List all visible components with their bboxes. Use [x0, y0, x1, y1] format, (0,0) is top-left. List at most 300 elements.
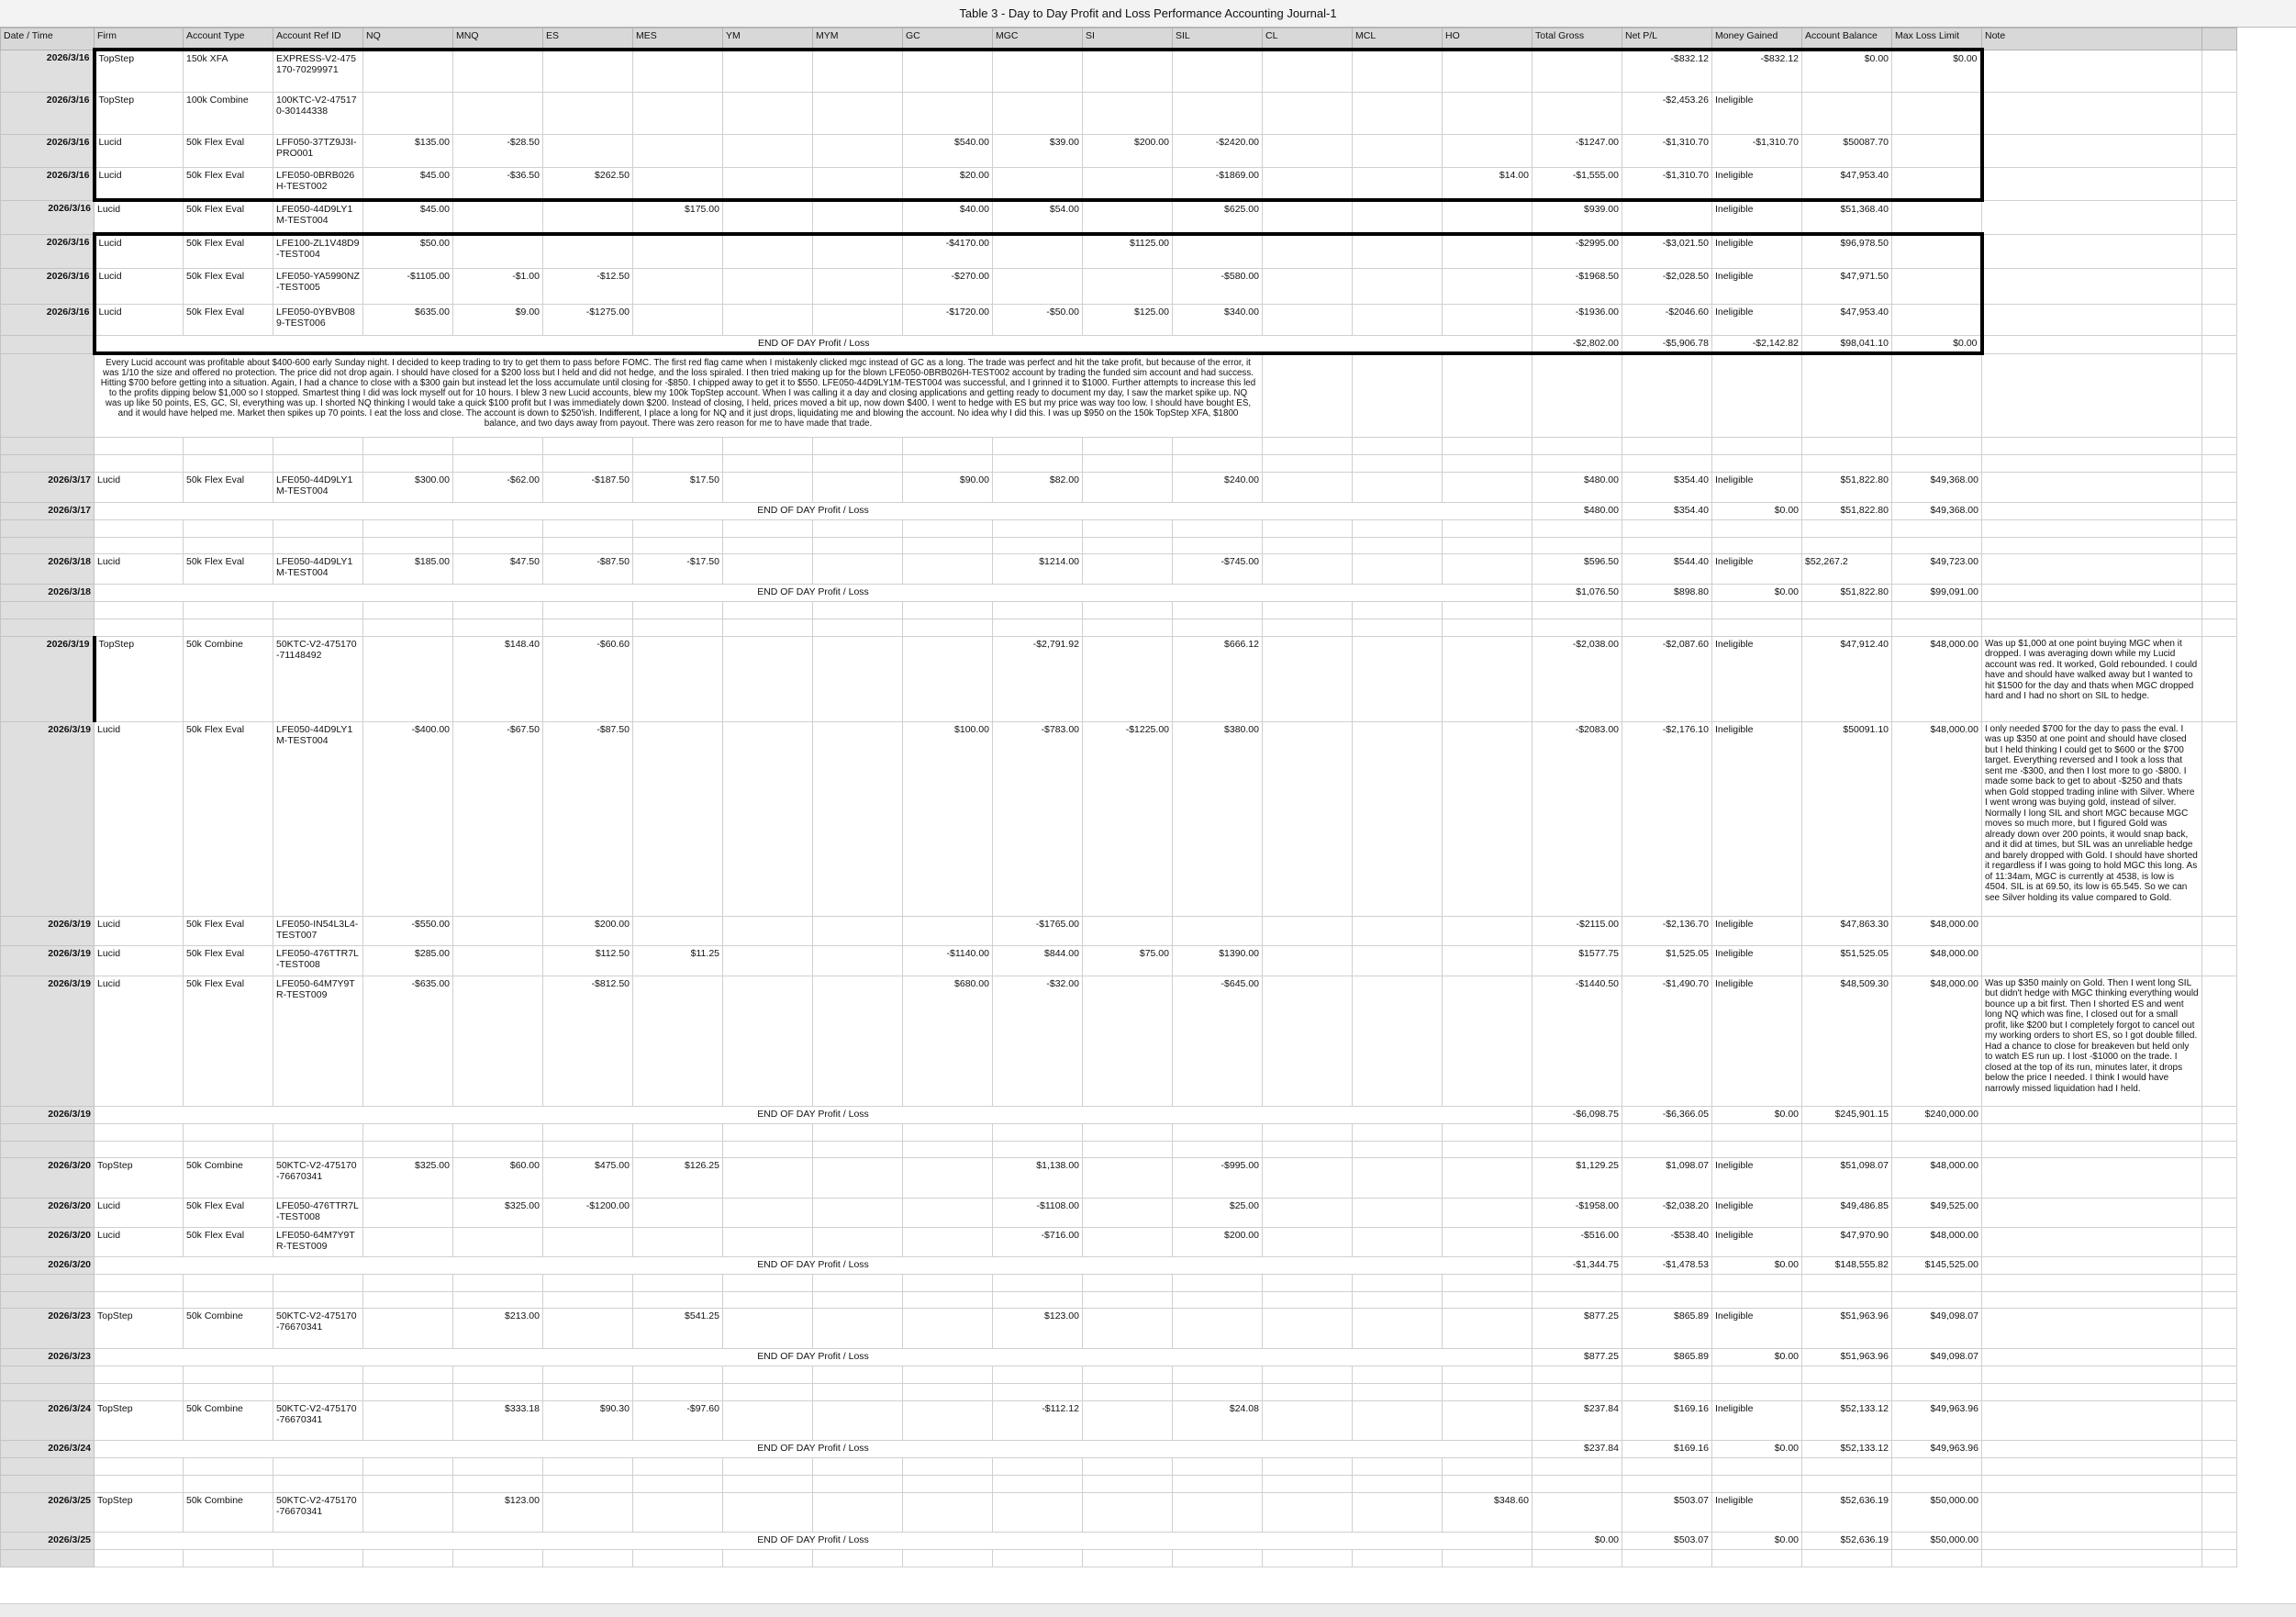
firm-cell[interactable]: Lucid — [95, 1227, 184, 1256]
mcl-cell[interactable] — [1353, 454, 1443, 472]
firm-cell[interactable]: Lucid — [95, 200, 184, 234]
blank-cell[interactable] — [2202, 304, 2237, 335]
total-gross-cell[interactable]: -$2995.00 — [1533, 234, 1622, 268]
sil-cell[interactable]: $24.08 — [1173, 1400, 1263, 1440]
note-cell[interactable] — [1982, 1366, 2202, 1383]
sil-cell[interactable] — [1173, 619, 1263, 636]
mym-cell[interactable] — [813, 134, 903, 167]
total-gross-cell[interactable]: -$2083.00 — [1533, 721, 1622, 916]
note-cell[interactable] — [1982, 167, 2202, 200]
account-ref-cell[interactable]: LFE050-IN54L3L4-TEST007 — [273, 916, 363, 945]
eod-label[interactable]: END OF DAY Profit / Loss — [95, 1440, 1533, 1457]
ym-cell[interactable] — [723, 1123, 813, 1141]
max-loss-limit-cell[interactable]: $240,000.00 — [1892, 1106, 1982, 1123]
max-loss-limit-cell[interactable] — [1892, 1141, 1982, 1157]
mnq-cell[interactable]: -$28.50 — [453, 134, 543, 167]
net-p-l-cell[interactable] — [1622, 1291, 1712, 1308]
net-p-l-cell[interactable]: -$832.12 — [1622, 50, 1712, 92]
nq-cell[interactable] — [363, 619, 453, 636]
note-cell[interactable] — [1982, 519, 2202, 537]
sil-cell[interactable]: $25.00 — [1173, 1198, 1263, 1227]
mnq-cell[interactable] — [453, 92, 543, 134]
max-loss-limit-cell[interactable] — [1892, 200, 1982, 234]
nq-cell[interactable] — [363, 92, 453, 134]
total-gross-cell[interactable]: -$1,344.75 — [1533, 1256, 1622, 1274]
total-gross-cell[interactable]: -$516.00 — [1533, 1227, 1622, 1256]
cl-cell[interactable] — [1263, 304, 1353, 335]
ym-cell[interactable] — [723, 636, 813, 721]
gc-cell[interactable]: $540.00 — [903, 134, 993, 167]
firm-cell[interactable] — [95, 1291, 184, 1308]
es-cell[interactable] — [543, 1274, 633, 1291]
cl-cell[interactable] — [1263, 1308, 1353, 1348]
account-balance-cell[interactable]: $50087.70 — [1802, 134, 1892, 167]
blank-cell[interactable] — [2202, 1492, 2237, 1532]
es-cell[interactable] — [543, 1475, 633, 1492]
ho-cell[interactable] — [1443, 1157, 1533, 1198]
cl-cell[interactable] — [1263, 1274, 1353, 1291]
mes-cell[interactable] — [633, 167, 723, 200]
si-cell[interactable] — [1083, 1123, 1173, 1141]
total-gross-cell[interactable]: -$1968.50 — [1533, 268, 1622, 304]
sil-cell[interactable] — [1173, 601, 1263, 619]
mgc-cell[interactable] — [993, 1291, 1083, 1308]
net-p-l-cell[interactable]: -$5,906.78 — [1622, 335, 1712, 353]
es-cell[interactable] — [543, 50, 633, 92]
max-loss-limit-cell[interactable]: $49,098.07 — [1892, 1348, 1982, 1366]
mes-cell[interactable]: $17.50 — [633, 472, 723, 502]
mes-cell[interactable] — [633, 304, 723, 335]
mes-cell[interactable] — [633, 1227, 723, 1256]
blank-cell[interactable] — [2202, 601, 2237, 619]
account-ref-cell[interactable]: LFE100-ZL1V48D9-TEST004 — [273, 234, 363, 268]
sil-cell[interactable]: -$745.00 — [1173, 553, 1263, 584]
mgc-cell[interactable]: $54.00 — [993, 200, 1083, 234]
total-gross-cell[interactable] — [1533, 437, 1622, 454]
gc-cell[interactable] — [903, 1549, 993, 1567]
header-es[interactable]: ES — [543, 28, 633, 50]
note-cell[interactable] — [1982, 1256, 2202, 1274]
total-gross-cell[interactable]: $1577.75 — [1533, 945, 1622, 976]
gc-cell[interactable]: $100.00 — [903, 721, 993, 916]
gc-cell[interactable] — [903, 1457, 993, 1475]
firm-cell[interactable]: Lucid — [95, 167, 184, 200]
account-type-cell[interactable] — [184, 437, 273, 454]
net-p-l-cell[interactable]: -$6,366.05 — [1622, 1106, 1712, 1123]
max-loss-limit-cell[interactable] — [1892, 1291, 1982, 1308]
mes-cell[interactable] — [633, 1492, 723, 1532]
si-cell[interactable] — [1083, 1274, 1173, 1291]
ym-cell[interactable] — [723, 1157, 813, 1198]
account-type-cell[interactable]: 50k Flex Eval — [184, 472, 273, 502]
mes-cell[interactable]: $175.00 — [633, 200, 723, 234]
max-loss-limit-cell[interactable] — [1892, 1274, 1982, 1291]
account-balance-cell[interactable]: $51,963.96 — [1802, 1348, 1892, 1366]
account-balance-cell[interactable]: $51,098.07 — [1802, 1157, 1892, 1198]
firm-cell[interactable]: Lucid — [95, 134, 184, 167]
mnq-cell[interactable]: $9.00 — [453, 304, 543, 335]
note-cell[interactable] — [1982, 1123, 2202, 1141]
date-cell[interactable]: 2026/3/20 — [1, 1256, 95, 1274]
date-cell[interactable] — [1, 1549, 95, 1567]
empty-cell[interactable] — [1622, 353, 1712, 437]
si-cell[interactable] — [1083, 1157, 1173, 1198]
note-cell[interactable] — [1982, 1475, 2202, 1492]
gc-cell[interactable] — [903, 92, 993, 134]
mgc-cell[interactable] — [993, 92, 1083, 134]
mcl-cell[interactable] — [1353, 1383, 1443, 1400]
blank-cell[interactable] — [2202, 584, 2237, 601]
ho-cell[interactable] — [1443, 1227, 1533, 1256]
mcl-cell[interactable] — [1353, 1198, 1443, 1227]
gc-cell[interactable]: -$1720.00 — [903, 304, 993, 335]
mcl-cell[interactable] — [1353, 1366, 1443, 1383]
note-cell[interactable] — [1982, 584, 2202, 601]
mgc-cell[interactable] — [993, 601, 1083, 619]
ho-cell[interactable] — [1443, 721, 1533, 916]
ym-cell[interactable] — [723, 50, 813, 92]
cl-cell[interactable] — [1263, 636, 1353, 721]
eod-label[interactable]: END OF DAY Profit / Loss — [95, 1348, 1533, 1366]
max-loss-limit-cell[interactable]: $48,000.00 — [1892, 916, 1982, 945]
sil-cell[interactable] — [1173, 50, 1263, 92]
gc-cell[interactable] — [903, 1308, 993, 1348]
money-gained-cell[interactable] — [1712, 1274, 1802, 1291]
note-cell[interactable] — [1982, 1383, 2202, 1400]
mym-cell[interactable] — [813, 92, 903, 134]
firm-cell[interactable]: TopStep — [95, 1157, 184, 1198]
mcl-cell[interactable] — [1353, 945, 1443, 976]
ym-cell[interactable] — [723, 619, 813, 636]
net-p-l-cell[interactable]: -$2,087.60 — [1622, 636, 1712, 721]
total-gross-cell[interactable]: $1,076.50 — [1533, 584, 1622, 601]
ho-cell[interactable] — [1443, 454, 1533, 472]
account-ref-cell[interactable]: LFE050-44D9LY1M-TEST004 — [273, 553, 363, 584]
date-cell[interactable]: 2026/3/25 — [1, 1492, 95, 1532]
account-ref-cell[interactable] — [273, 601, 363, 619]
si-cell[interactable] — [1083, 1475, 1173, 1492]
total-gross-cell[interactable]: $480.00 — [1533, 502, 1622, 519]
nq-cell[interactable] — [363, 1291, 453, 1308]
si-cell[interactable] — [1083, 1383, 1173, 1400]
nq-cell[interactable] — [363, 437, 453, 454]
header-firm[interactable]: Firm — [95, 28, 184, 50]
account-type-cell[interactable]: 50k Combine — [184, 1492, 273, 1532]
blank-cell[interactable] — [2202, 268, 2237, 304]
mes-cell[interactable] — [633, 537, 723, 553]
es-cell[interactable] — [543, 1141, 633, 1157]
max-loss-limit-cell[interactable]: $48,000.00 — [1892, 945, 1982, 976]
mgc-cell[interactable] — [993, 454, 1083, 472]
total-gross-cell[interactable] — [1533, 1123, 1622, 1141]
si-cell[interactable] — [1083, 519, 1173, 537]
sil-cell[interactable] — [1173, 1475, 1263, 1492]
account-ref-cell[interactable] — [273, 1274, 363, 1291]
nq-cell[interactable] — [363, 1274, 453, 1291]
firm-cell[interactable] — [95, 1141, 184, 1157]
gc-cell[interactable] — [903, 619, 993, 636]
mym-cell[interactable] — [813, 519, 903, 537]
mnq-cell[interactable] — [453, 50, 543, 92]
firm-cell[interactable]: TopStep — [95, 1308, 184, 1348]
mym-cell[interactable] — [813, 1383, 903, 1400]
si-cell[interactable] — [1083, 268, 1173, 304]
blank-cell[interactable] — [2202, 519, 2237, 537]
mgc-cell[interactable] — [993, 437, 1083, 454]
mes-cell[interactable] — [633, 437, 723, 454]
mnq-cell[interactable]: $333.18 — [453, 1400, 543, 1440]
net-p-l-cell[interactable] — [1622, 1457, 1712, 1475]
account-ref-cell[interactable]: LFE050-0BRB026H-TEST002 — [273, 167, 363, 200]
total-gross-cell[interactable] — [1533, 1366, 1622, 1383]
mym-cell[interactable] — [813, 945, 903, 976]
eod-label[interactable]: END OF DAY Profit / Loss — [95, 1532, 1533, 1549]
account-balance-cell[interactable]: $148,555.82 — [1802, 1256, 1892, 1274]
mcl-cell[interactable] — [1353, 1141, 1443, 1157]
net-p-l-cell[interactable] — [1622, 1475, 1712, 1492]
total-gross-cell[interactable]: -$2,802.00 — [1533, 335, 1622, 353]
sil-cell[interactable] — [1173, 437, 1263, 454]
total-gross-cell[interactable]: $596.50 — [1533, 553, 1622, 584]
net-p-l-cell[interactable] — [1622, 200, 1712, 234]
mcl-cell[interactable] — [1353, 601, 1443, 619]
account-ref-cell[interactable]: 50KTC-V2-475170-76670341 — [273, 1492, 363, 1532]
blank-cell[interactable] — [2202, 50, 2237, 92]
total-gross-cell[interactable]: $237.84 — [1533, 1440, 1622, 1457]
sil-cell[interactable]: -$645.00 — [1173, 976, 1263, 1106]
gc-cell[interactable] — [903, 1157, 993, 1198]
blank-cell[interactable] — [2202, 167, 2237, 200]
account-balance-cell[interactable] — [1802, 619, 1892, 636]
account-type-cell[interactable] — [184, 1383, 273, 1400]
mnq-cell[interactable] — [453, 1227, 543, 1256]
nq-cell[interactable] — [363, 1366, 453, 1383]
nq-cell[interactable]: $45.00 — [363, 200, 453, 234]
net-p-l-cell[interactable]: $898.80 — [1622, 584, 1712, 601]
net-p-l-cell[interactable]: $169.16 — [1622, 1400, 1712, 1440]
cl-cell[interactable] — [1263, 1400, 1353, 1440]
si-cell[interactable] — [1083, 472, 1173, 502]
ho-cell[interactable] — [1443, 1475, 1533, 1492]
gc-cell[interactable] — [903, 1141, 993, 1157]
date-cell[interactable]: 2026/3/16 — [1, 50, 95, 92]
mnq-cell[interactable] — [453, 1457, 543, 1475]
date-cell[interactable] — [1, 353, 95, 437]
blank-cell[interactable] — [2202, 92, 2237, 134]
mym-cell[interactable] — [813, 268, 903, 304]
mcl-cell[interactable] — [1353, 304, 1443, 335]
cl-cell[interactable] — [1263, 1383, 1353, 1400]
ho-cell[interactable] — [1443, 200, 1533, 234]
blank-cell[interactable] — [2202, 1308, 2237, 1348]
ym-cell[interactable] — [723, 1366, 813, 1383]
mnq-cell[interactable]: $60.00 — [453, 1157, 543, 1198]
date-cell[interactable] — [1, 537, 95, 553]
account-type-cell[interactable] — [184, 1457, 273, 1475]
date-cell[interactable] — [1, 1457, 95, 1475]
mcl-cell[interactable] — [1353, 1227, 1443, 1256]
account-type-cell[interactable] — [184, 1366, 273, 1383]
date-cell[interactable] — [1, 519, 95, 537]
ho-cell[interactable] — [1443, 92, 1533, 134]
mes-cell[interactable] — [633, 976, 723, 1106]
si-cell[interactable] — [1083, 636, 1173, 721]
mym-cell[interactable] — [813, 721, 903, 916]
firm-cell[interactable]: Lucid — [95, 234, 184, 268]
empty-cell[interactable] — [1353, 353, 1443, 437]
mnq-cell[interactable] — [453, 519, 543, 537]
firm-cell[interactable]: Lucid — [95, 945, 184, 976]
date-cell[interactable]: 2026/3/16 — [1, 167, 95, 200]
date-cell[interactable]: 2026/3/23 — [1, 1348, 95, 1366]
es-cell[interactable] — [543, 1492, 633, 1532]
mgc-cell[interactable]: -$112.12 — [993, 1400, 1083, 1440]
note-cell[interactable] — [1982, 537, 2202, 553]
eod-label[interactable]: END OF DAY Profit / Loss — [95, 1106, 1533, 1123]
note-cell[interactable] — [1982, 1400, 2202, 1440]
money-gained-cell[interactable]: Ineligible — [1712, 200, 1802, 234]
account-type-cell[interactable]: 50k Flex Eval — [184, 268, 273, 304]
net-p-l-cell[interactable] — [1622, 1549, 1712, 1567]
date-cell[interactable]: 2026/3/18 — [1, 553, 95, 584]
ym-cell[interactable] — [723, 268, 813, 304]
note-cell[interactable]: I only needed $700 for the day to pass the eval. I was up $350 at one point and should have closed but I held thinking I could get to $600 or the $700 target. Everything reversed and I took a loss that sent me -$300, and then I lost more to go -$800. I made some back to get to about -$250 and thats when Gold stopped trading inline with Silver. Where I went wrong was buying gold, instead of silver. Normally I long SIL and short MGC because MGC moves so much more, but I figured Gold was already down over 200 points, it would snap back, and it did at times, but SIL was an unreliable hedge and barely dropped with Gold. I should have shorted it regardless if I was going to hold MGC this long. As of 11:34am, MGC is currently at 4538, is low is 4504. SIL is at 69.50, its low is 65.545. So we can see Silver holding its value compared to Gold. — [1982, 721, 2202, 916]
gc-cell[interactable] — [903, 537, 993, 553]
net-p-l-cell[interactable]: -$1,478.53 — [1622, 1256, 1712, 1274]
header-gc[interactable]: GC — [903, 28, 993, 50]
mnq-cell[interactable] — [453, 1141, 543, 1157]
note-cell[interactable] — [1982, 502, 2202, 519]
account-balance-cell[interactable]: $52,636.19 — [1802, 1492, 1892, 1532]
mgc-cell[interactable]: -$783.00 — [993, 721, 1083, 916]
account-balance-cell[interactable]: $50091.10 — [1802, 721, 1892, 916]
account-type-cell[interactable]: 150k XFA — [184, 50, 273, 92]
ym-cell[interactable] — [723, 945, 813, 976]
account-type-cell[interactable]: 50k Flex Eval — [184, 553, 273, 584]
blank-cell[interactable] — [2202, 636, 2237, 721]
date-cell[interactable] — [1, 619, 95, 636]
ho-cell[interactable] — [1443, 601, 1533, 619]
day-narrative[interactable]: Every Lucid account was profitable about $400-600 early Sunday night. I decided to keep trading to try to get them to pass before FOMC. The first red flag came when I mistakenly clicked mgc instead of GC as a long. The trade was perfect and hit the take profit, but because of the error, it was 1/10 the size and offered no protection. The price did not drop again. I should have closed for a $200 loss but I held and did not hedge, and the loss spiraled. I then tried making up for the blown LFE050-0BRB026H-TEST002 account by trading the funded sim account and had success. Hitting $700 before getting into a situation. Again, I had a chance to close with a $300 gain but instead let the loss accumulate until closing for -$850. I chipped away to get it to $550. LFE050-44D9LY1M-TEST004 was successful, and I grinned it to $1000. Further attempts to increase this led to the profits dipping below $1,000 so I stopped. Smartest thing I did was lock myself out for 10 hours. I blew 3 new Lucid accounts, blew my 100k TopStep account. When I was calling it a day and closing applications and getting ready to document my day, I saw the market spike up. NQ was up like 50 points, ES, GC, SI, everything was up. I shorted NQ thinking I would take a quick $100 profit but I was immediately down $200. Instead of closing, I held, prices moved a bit up, now down $400. I went to hedge with ES but my price was way too low. I should have bought ES, and it would have helped me. Market then spikes up 70 points. I eat the loss and close. The account is down to $250'ish. Indifferent, I place a long for NQ and it just drops, liquidating me and blowing the account. No idea why I did this. I was up $950 on the 150k TopStep XFA, $1800 balance, and two days away from payout. There was zero reason for me to have made that trade. — [95, 353, 1263, 437]
net-p-l-cell[interactable] — [1622, 1274, 1712, 1291]
es-cell[interactable]: -$812.50 — [543, 976, 633, 1106]
account-balance-cell[interactable] — [1802, 1457, 1892, 1475]
mcl-cell[interactable] — [1353, 1475, 1443, 1492]
date-cell[interactable] — [1, 335, 95, 353]
date-cell[interactable]: 2026/3/19 — [1, 945, 95, 976]
mgc-cell[interactable]: $39.00 — [993, 134, 1083, 167]
empty-cell[interactable] — [1982, 353, 2202, 437]
date-cell[interactable]: 2026/3/19 — [1, 721, 95, 916]
net-p-l-cell[interactable] — [1622, 1366, 1712, 1383]
money-gained-cell[interactable]: Ineligible — [1712, 1157, 1802, 1198]
total-gross-cell[interactable] — [1533, 1291, 1622, 1308]
sil-cell[interactable]: $666.12 — [1173, 636, 1263, 721]
firm-cell[interactable]: Lucid — [95, 553, 184, 584]
sil-cell[interactable] — [1173, 1492, 1263, 1532]
max-loss-limit-cell[interactable] — [1892, 437, 1982, 454]
blank-cell[interactable] — [2202, 945, 2237, 976]
ym-cell[interactable] — [723, 553, 813, 584]
ho-cell[interactable] — [1443, 50, 1533, 92]
mym-cell[interactable] — [813, 1549, 903, 1567]
ho-cell[interactable] — [1443, 1291, 1533, 1308]
es-cell[interactable]: -$87.50 — [543, 721, 633, 916]
blank-cell[interactable] — [2202, 1383, 2237, 1400]
mym-cell[interactable] — [813, 200, 903, 234]
mgc-cell[interactable]: -$716.00 — [993, 1227, 1083, 1256]
mnq-cell[interactable] — [453, 1475, 543, 1492]
cl-cell[interactable] — [1263, 167, 1353, 200]
mym-cell[interactable] — [813, 1366, 903, 1383]
firm-cell[interactable] — [95, 1366, 184, 1383]
account-type-cell[interactable]: 50k Combine — [184, 1308, 273, 1348]
mgc-cell[interactable]: $82.00 — [993, 472, 1083, 502]
total-gross-cell[interactable] — [1533, 1141, 1622, 1157]
money-gained-cell[interactable]: Ineligible — [1712, 916, 1802, 945]
total-gross-cell[interactable]: $939.00 — [1533, 200, 1622, 234]
ym-cell[interactable] — [723, 1475, 813, 1492]
mgc-cell[interactable] — [993, 1549, 1083, 1567]
total-gross-cell[interactable] — [1533, 537, 1622, 553]
note-cell[interactable] — [1982, 472, 2202, 502]
mym-cell[interactable] — [813, 619, 903, 636]
account-ref-cell[interactable] — [273, 1549, 363, 1567]
money-gained-cell[interactable]: $0.00 — [1712, 1106, 1802, 1123]
ym-cell[interactable] — [723, 976, 813, 1106]
ym-cell[interactable] — [723, 234, 813, 268]
es-cell[interactable] — [543, 619, 633, 636]
gc-cell[interactable] — [903, 1198, 993, 1227]
si-cell[interactable] — [1083, 1457, 1173, 1475]
si-cell[interactable] — [1083, 50, 1173, 92]
mgc-cell[interactable]: -$1765.00 — [993, 916, 1083, 945]
gc-cell[interactable] — [903, 1366, 993, 1383]
ho-cell[interactable] — [1443, 304, 1533, 335]
blank-cell[interactable] — [2202, 1157, 2237, 1198]
money-gained-cell[interactable] — [1712, 1457, 1802, 1475]
ym-cell[interactable] — [723, 1141, 813, 1157]
date-cell[interactable]: 2026/3/17 — [1, 502, 95, 519]
ym-cell[interactable] — [723, 1457, 813, 1475]
date-cell[interactable]: 2026/3/19 — [1, 636, 95, 721]
cl-cell[interactable] — [1263, 537, 1353, 553]
es-cell[interactable] — [543, 454, 633, 472]
money-gained-cell[interactable] — [1712, 619, 1802, 636]
gc-cell[interactable] — [903, 519, 993, 537]
account-ref-cell[interactable] — [273, 437, 363, 454]
date-cell[interactable]: 2026/3/16 — [1, 268, 95, 304]
gc-cell[interactable]: -$4170.00 — [903, 234, 993, 268]
nq-cell[interactable]: $185.00 — [363, 553, 453, 584]
ho-cell[interactable] — [1443, 1400, 1533, 1440]
cl-cell[interactable] — [1263, 1475, 1353, 1492]
es-cell[interactable]: $475.00 — [543, 1157, 633, 1198]
ym-cell[interactable] — [723, 92, 813, 134]
account-balance-cell[interactable] — [1802, 454, 1892, 472]
si-cell[interactable] — [1083, 619, 1173, 636]
gc-cell[interactable]: $40.00 — [903, 200, 993, 234]
account-type-cell[interactable]: 50k Flex Eval — [184, 1227, 273, 1256]
cl-cell[interactable] — [1263, 1457, 1353, 1475]
mcl-cell[interactable] — [1353, 1492, 1443, 1532]
mnq-cell[interactable]: $148.40 — [453, 636, 543, 721]
mcl-cell[interactable] — [1353, 1291, 1443, 1308]
note-cell[interactable] — [1982, 200, 2202, 234]
account-ref-cell[interactable] — [273, 1291, 363, 1308]
blank-cell[interactable] — [2202, 1532, 2237, 1549]
es-cell[interactable] — [543, 537, 633, 553]
